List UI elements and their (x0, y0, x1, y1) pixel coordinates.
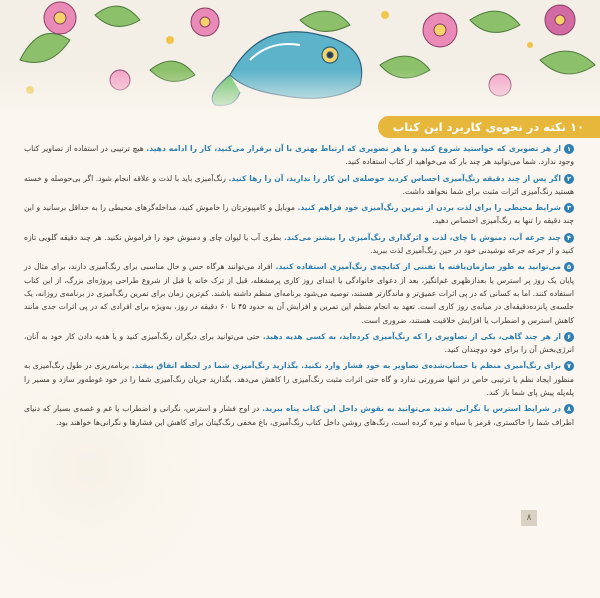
tip-lead: در شرایط استرس یا نگرانی شدید می‌توانید به نقوش داخل این کتاب پناه ببرید. (262, 404, 561, 414)
tip-lead: از هر تصویری که خواستید شروع کنید و با هر تصویری که ارتباط بهتری با آن برقرار می‌کنید، کار را ادامه دهید. (146, 144, 561, 153)
tip-lead: اگر پس از چند دقیقه رنگ‌آمیزی احساس کردید حوصله‌ی این کار را ندارید، آن را رها کنید. (228, 173, 561, 183)
tip-body: حتی می‌توانید برای دیگران رنگ‌آمیزی کنید و یا هدیه دادن کار خود به آنان، انرژی‌بخش آن را برای خود دوچندان کنید. (24, 331, 574, 355)
tip-lead: از هر چند گاهی، یکی از تصاویری را که رنگ‌آمیزی کرده‌اید، به کسی هدیه دهید. (262, 331, 562, 341)
tip-lead: برای رنگ‌آمیزی منظم با حساب‌شده‌ی تصاویر به خود فشار وارد نکنید. بگذارید رنگ‌آمیزی شما در لحظه اتفاق بیفتد. (131, 361, 561, 371)
tip-number: ۶ (564, 332, 574, 342)
tip-lead: می‌توانید به طور سازمان‌یافته یا تفننی از کتابچه‌ی رنگ‌آمیزی استفاده کنید. (275, 262, 561, 272)
tip-lead: شرایط محیطی را برای لذت بردن از تمرین رنگ‌آمیزی خود فراهم کنید. (297, 203, 561, 213)
tip-body: در اوج فشار و استرس، نگرانی و اضطراب یا غم و غصه‌ی بسیار که دنیای اطراف شما را خاکستری، قرمز یا سیاه و تیره کرده است، رنگ‌های روشن داخل کتاب رنگ‌آمیزی، باغ مخفی رنگ‌گیتان برای کاهش این فشارها و نگرانی‌ها خواهند بود. (24, 404, 574, 427)
tip-number: ۴ (564, 233, 574, 243)
tip-body: بطری آب یا لیوان چای و دمنوش خود را فراموش نکنید. هر چند دقیقه گلویی تازه کنید و از جرعه جرعه نوشیدنی خود در حین رنگ‌آمیزی لذت ببرید. (24, 232, 574, 256)
tip-lead: چند جرعه آب، دمنوش یا چای، لذت و اثرگذاری رنگ‌آمیزی را بیشتر می‌کند. (284, 232, 562, 242)
tip-number: ۳ (564, 203, 574, 213)
header-fade (0, 70, 600, 120)
tip-item-5 (24, 260, 574, 326)
tip-number: ۱ (564, 144, 574, 154)
tips-list (24, 142, 574, 432)
tip-item-2 (24, 172, 574, 199)
tip-number: ۸ (564, 404, 574, 414)
tip-body: موبایل و کامپیوترتان را خاموش کنید، مداخله‌گرهای محیطی را به حداقل برسانید و این چند دقیقه را تنها به رنگ‌آمیزی اختصاص دهید. (24, 203, 574, 226)
tip-number: ۲ (564, 174, 574, 184)
tip-item-4 (24, 231, 574, 258)
tip-number: ۵ (564, 262, 574, 272)
tip-item-3 (24, 201, 574, 228)
tip-item-6 (24, 330, 574, 357)
tip-body: هیچ ترتیبی در استفاده از تصاویر کتاب وجود ندارد. شما می‌توانید هر چند بار که می‌خواهید از کتاب استفاده کنید. (24, 144, 574, 167)
tip-number: ۷ (564, 361, 574, 371)
tip-item-7 (24, 359, 574, 399)
tip-body: برنامه‌ریزی در طول رنگ‌آمیزی به منظور ایجاد نظم یا ترتیبی خاص در انتها ضرورتی ندارد و گاه حتی اثرات مثبت رنگ‌آمیزی را کاهش می‌دهد. بگذارید جریان رنگ‌آمیزی شما را در خود غوطه‌ور سازد و مسیر را پله‌پله پیش پای شما باز کند. (24, 361, 574, 398)
tip-body: رنگ‌آمیزی باید با لذت و علاقه انجام شود. اگر بی‌حوصله و خسته هستید رنگ‌آمیزی اثرات مثبت برای شما نخواهد داشت. (24, 173, 574, 196)
tip-body: افراد می‌توانند هرگاه حس و حال مناسبی برای رنگ‌آمیزی دارند، برای مثال در پایان یک روز پر استرس یا بعدازظهری غم‌انگیز، بعد از دعوای خانوادگی یا ابتدای روز کاری پرمشغله، قبل از ترک خانه یا قبل از شروع طراحی پروژه‌ای بزرگ، از این کتاب استفاده کنند. اما به کسانی که در پی اثرات عمیق‌تر و ماندگارتر هستند، توصیه می‌شود برنامه‌ای منظم داشته باشند. کم‌ترین زمان برای تمرین رنگ‌آمیزی در برنامه‌ی روزانه، یک جلسه‌ی پانزده‌دقیقه‌ای در میانه‌ی روز کاری است. تعهد به انجام منظم این تمرین و افزایش آن به حدود ۴۵ تا ۶۰ دقیقه در روز، به‌ویژه برای افرادی که در پی اثرات جدی مانند کاهش استرس و اضطراب یا افزایش خلاقیت هستند، ضروری است. (24, 262, 574, 325)
tip-item-8 (24, 402, 574, 429)
tip-item-1 (24, 142, 574, 169)
section-heading: ۱۰ نکته در نحوه‌ی کاربرد این کتاب (378, 116, 600, 138)
page-number: ۸ (521, 510, 537, 526)
